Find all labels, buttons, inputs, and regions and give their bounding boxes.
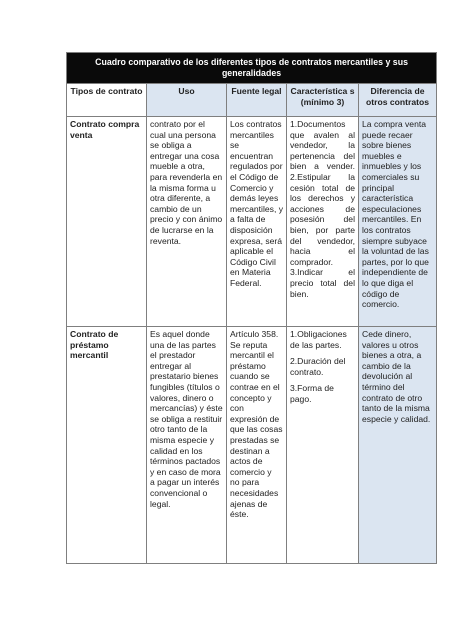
row-fuente: Artículo 358. Se reputa mercantil el préstamo cuando se contrae en el concepto y con expresión de que las cosas prestadas se destinan a actos de comercio y no para necesidades ajenas de éste. xyxy=(227,327,287,564)
header-fuente: Fuente legal xyxy=(227,84,287,117)
comparison-table xyxy=(66,52,437,564)
row-diferencia: Cede dinero, valores u otros bienes a otra, a cambio de la devolución al término del contrato de otro tanto de la misma especie y calidad. xyxy=(359,327,437,564)
header-uso: Uso xyxy=(147,84,227,117)
row-uso: contrato por el cual una persona se obliga a entregar una cosa mueble a otra, para revenderla en la misma forma u otra diferente, a cambio de un precio y con ánimo de lucrarse en la reventa. xyxy=(147,117,227,327)
row-tipo: Contrato compra venta xyxy=(67,117,147,327)
row-fuente: Los contratos mercantiles se encuentran regulados por el Código de Comercio y demás leyes mercantiles, y a falta de disposición expresa, será aplicable el Código Civil en Materia Federal. xyxy=(227,117,287,327)
table-row xyxy=(67,117,437,327)
table-title: Cuadro comparativo de los diferentes tipos de contratos mercantiles y sus generalidades xyxy=(67,53,437,84)
table-title-row xyxy=(67,53,437,84)
row-tipo: Contrato de préstamo mercantil xyxy=(67,327,147,564)
comparison-document xyxy=(66,52,436,564)
table-row xyxy=(67,327,437,564)
header-caracteristicas: Característica s (mínimo 3) xyxy=(287,84,359,117)
caracteristica-item: 1.Obligaciones de las partes. xyxy=(290,329,347,350)
header-tipo: Tipos de contrato xyxy=(67,84,147,117)
caracteristica-item: 2.Duración del contrato. xyxy=(290,356,346,377)
row-caracteristicas: 1.Documentos que avalen al vendedor, la pertenencia del bien a vender. 2.Estipular la cesión total de los derechos y acciones de posesión del bien, por parte del vendedor, hacia el comprador. 3.Indicar el precio total del bien. xyxy=(287,117,359,327)
row-uso: Es aquel donde una de las partes el prestador entregar al prestatario bienes fungibles (títulos o valores, dinero o mercancías) y éste se obliga a restituir otro tanto de la misma especie y calidad en los términos pactados y en caso de mora a pagar un interés convencional o legal. xyxy=(147,327,227,564)
row-diferencia: La compra venta puede recaer sobre bienes muebles e inmuebles y los comerciales su principal característica especulaciones mercantiles. En los contratos siempre subyace la voluntad de las partes, por lo que independiente de lo que diga el código de comercio. xyxy=(359,117,437,327)
table-header-row xyxy=(67,84,437,117)
caracteristica-item: 3.Forma de pago. xyxy=(290,383,334,404)
row-caracteristicas xyxy=(287,327,359,564)
header-diferencia: Diferencia de otros contratos xyxy=(359,84,437,117)
